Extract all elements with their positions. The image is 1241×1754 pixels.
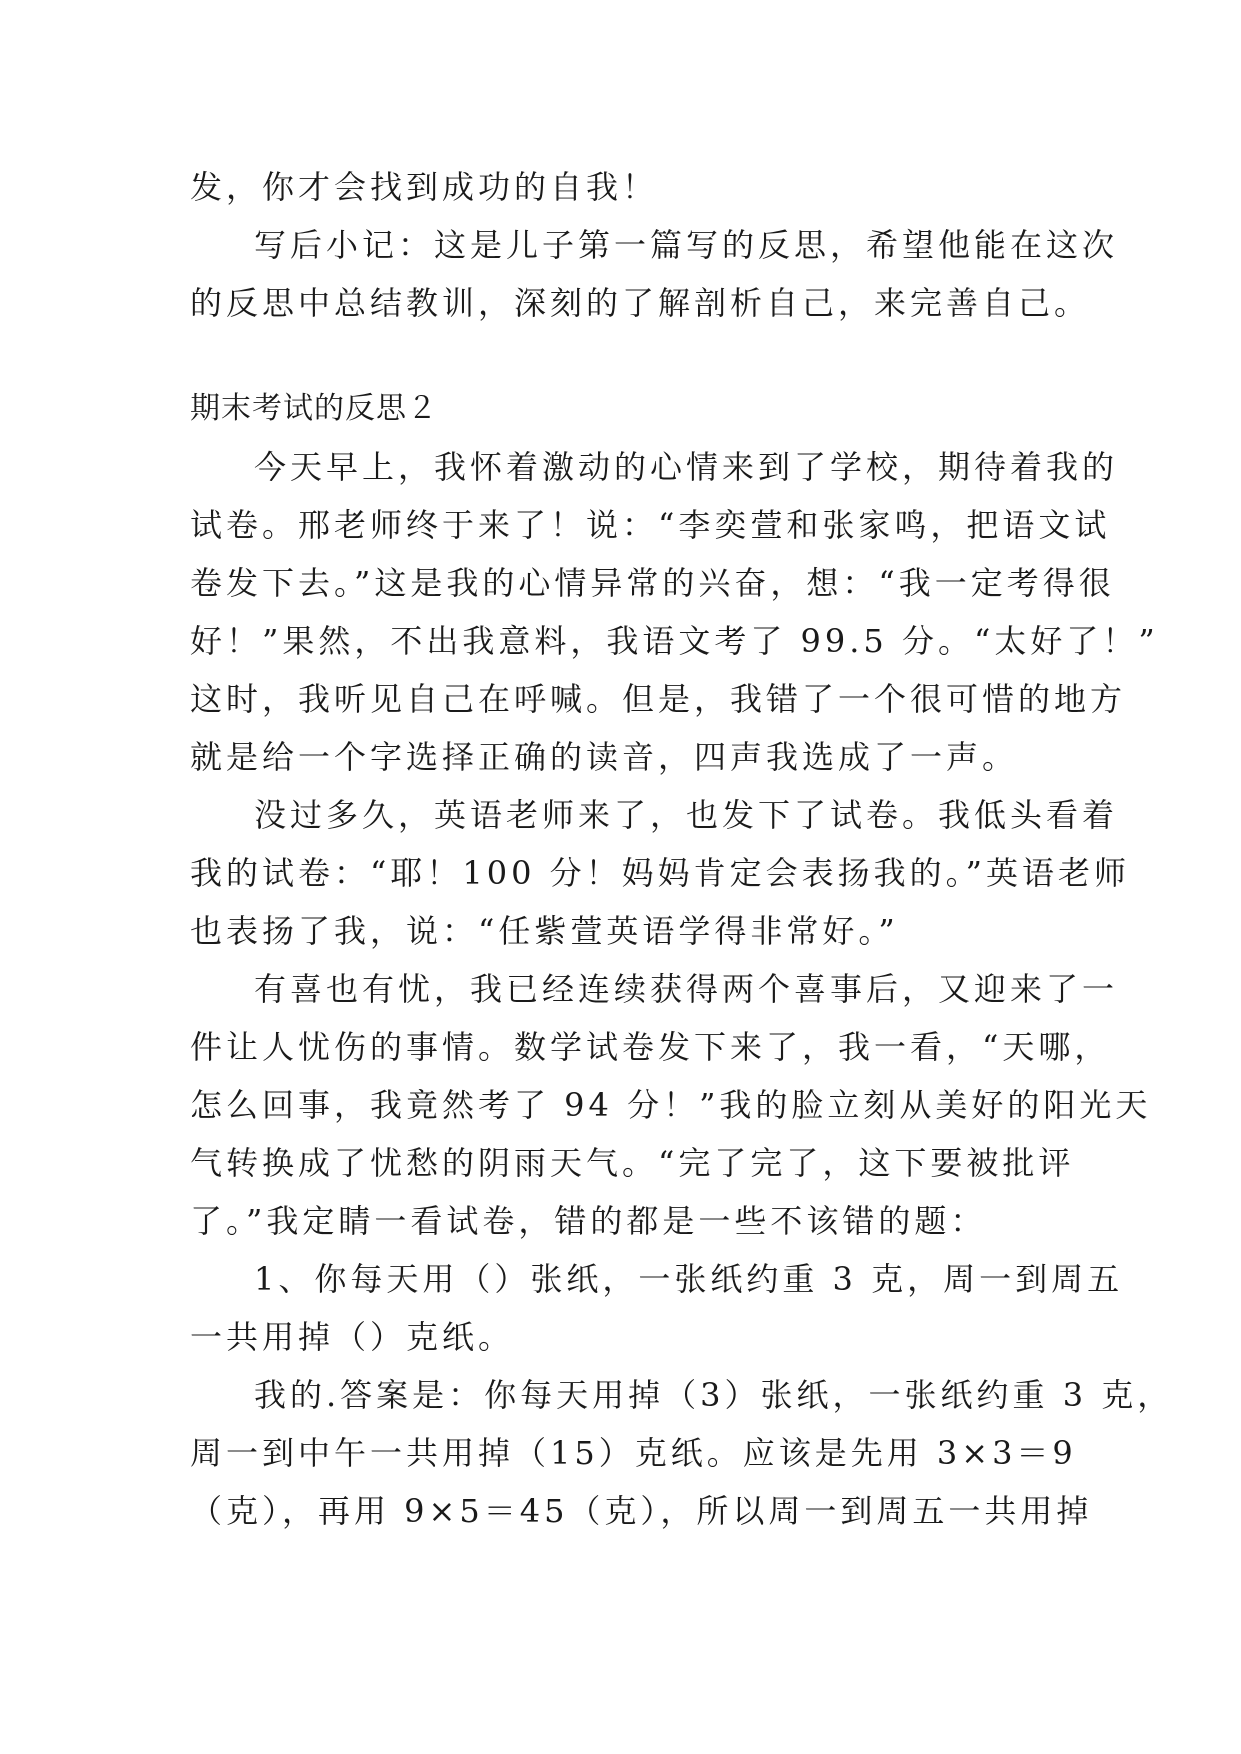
paragraph-afterword [190, 216, 1119, 332]
text-line: 周一到中午一共用掉（15）克纸。应该是先用 3×3＝9 [190, 1434, 1077, 1472]
paragraph-chinese-exam [190, 438, 1159, 786]
text-line: 发，你才会找到成功的自我！ [190, 168, 659, 206]
text-line: （克），再用 9×5＝45（克），所以周一到周五一共用掉 [190, 1492, 1093, 1530]
text-line: 试卷。邢老师终于来了！说：“李奕萱和张家鸣，把语文试 [190, 506, 1111, 544]
text-line: 怎么回事，我竟然考了 94 分！”我的脸立刻从美好的阳光天 [190, 1086, 1152, 1124]
document-body [190, 158, 1174, 1540]
text-line: 也表扬了我，说：“任紫萱英语学得非常好。” [190, 912, 899, 950]
text-line: 我的试卷：“耶！100 分！妈妈肯定会表扬我的。”英语老师 [190, 854, 1130, 892]
section-gap [190, 332, 1050, 380]
text-line: 写后小记：这是儿子第一篇写的反思，希望他能在这次 [254, 226, 1119, 264]
text-line: 1、你每天用（）张纸，一张纸约重 3 克，周一到周五 [254, 1260, 1124, 1298]
text-line: 好！”果然，不出我意料，我语文考了 99.5 分。“太好了！” [190, 622, 1159, 660]
text-line: 没过多久，英语老师来了，也发下了试卷。我低头看着 [254, 796, 1119, 834]
paragraph-english-exam [190, 786, 1130, 960]
text-line: 这时，我听见自己在呼喊。但是，我错了一个很可惜的地方 [190, 680, 1127, 718]
paragraph-continuation [190, 158, 1050, 216]
section-title: 期末考试的反思２ [190, 391, 438, 426]
text-line: 今天早上，我怀着激动的心情来到了学校，期待着我的 [254, 448, 1119, 486]
text-line: 了。”我定睛一看试卷，错的都是一些不该错的题： [190, 1202, 987, 1240]
text-line: 就是给一个字选择正确的读音，四声我选成了一声。 [190, 738, 1019, 776]
text-line: 气转换成了忧愁的阴雨天气。“完了完了，这下要被批评 [190, 1144, 1075, 1182]
text-line: 一共用掉（）克纸。 [190, 1318, 515, 1356]
text-line: 卷发下去。”这是我的心情异常的兴奋，想：“我一定考得很 [190, 564, 1115, 602]
text-line: 的反思中总结教训，深刻的了解剖析自己，来完善自己。 [190, 284, 1091, 322]
text-line: 有喜也有忧，我已经连续获得两个喜事后，又迎来了一 [254, 970, 1119, 1008]
text-line: 我的.答案是：你每天用掉（3）张纸，一张纸约重 3 克， [254, 1376, 1174, 1414]
text-line: 件让人忧伤的事情。数学试卷发下来了，我一看，“天哪， [190, 1028, 1111, 1066]
paragraph-math-exam [190, 960, 1152, 1250]
paragraph-my-answer [190, 1366, 1174, 1540]
paragraph-question-1 [190, 1250, 1124, 1366]
